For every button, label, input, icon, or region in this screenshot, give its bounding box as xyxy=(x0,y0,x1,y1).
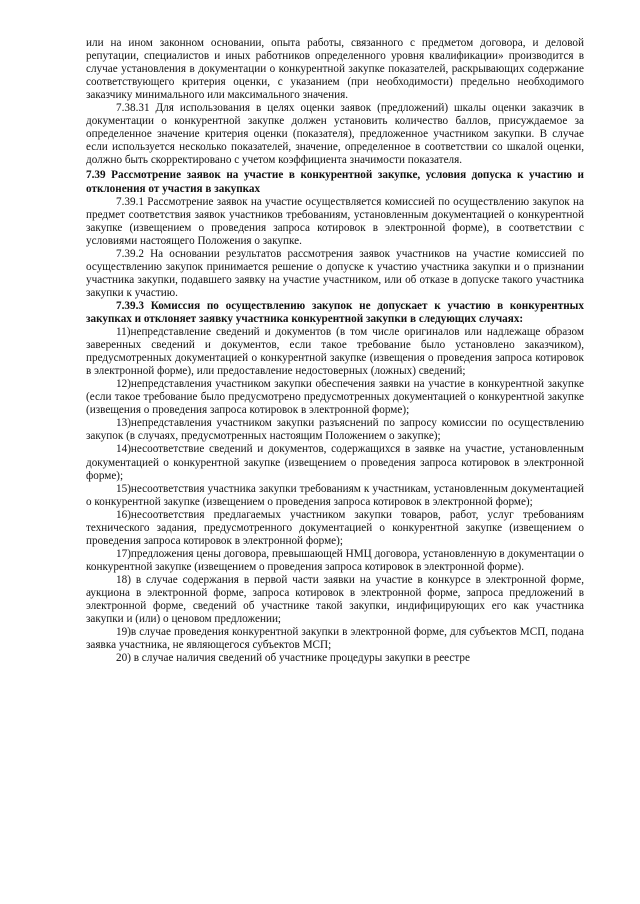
paragraph-7-39-3: 7.39.3 Комиссия по осуществлению закупок не допускает к участию в конкурентных закупках и отклоняет заявку участника конкурентной закупки в следующих случаях: xyxy=(86,299,584,325)
document-page xyxy=(86,37,584,665)
list-item-11: 11)непредставление сведений и документов (в том числе оригиналов или надлежаще образом заверенных сведений и документов, если такое требование было установлено заказчиком), предусмотренных документацией о конкурентной закупке (извещения о проведения запроса котировок в электронной форме), или предоставление недостоверных (ложных) сведений; xyxy=(86,326,584,378)
list-item-19: 19)в случае проведения конкурентной закупки в электронной форме, для субъектов МСП, подана заявка участника, не являющегося субъектов МСП; xyxy=(86,626,584,652)
list-item-14: 14)несоответствие сведений и документов, содержащихся в заявке на участие, установленным документацией о конкурентной закупке (извещением о проведения запроса котировок в электронной форме); xyxy=(86,443,584,482)
list-item-17: 17)предложения цены договора, превышающей НМЦ договора, установленную в документации о конкурентной закупке (извещением о проведения запроса котировок в электронной форме). xyxy=(86,547,584,573)
paragraph-continuation: или на ином законном основании, опыта работы, связанного с предметом договора, и деловой репутации, специалистов и иных работников определенного уровня квалификации» производится в случае установления в документации о конкурентной закупке показателей, раскрывающих содержание соответствующего критерия оценки, с указанием (при необходимости) предельно необходимого заказчику минимального или максимального значения. xyxy=(86,37,584,102)
list-item-16: 16)несоответствия предлагаемых участником закупки товаров, работ, услуг требованиям технического задания, предусмотренного документацией о конкурентной закупке (извещением о проведения запроса котировок в электронной форме); xyxy=(86,508,584,547)
list-item-13: 13)непредставления участником закупки разъяснений по запросу комиссии по осуществлению закупок (в случаях, предусмотренных настоящим Положением о закупке); xyxy=(86,417,584,443)
paragraph-7-39-1: 7.39.1 Рассмотрение заявок на участие осуществляется комиссией по осуществлению закупок на предмет соответствия заявок участников требованиям, установленным документацией о конкурентной закупке (извещением о проведения запроса котировок в электронной форме), в соответствии с условиями настоящего Положения о закупке. xyxy=(86,195,584,247)
list-item-15: 15)несоответствия участника закупки требованиям к участникам, установленным документацией о конкурентной закупке (извещением о проведения запроса котировок в электронной форме); xyxy=(86,482,584,508)
list-item-12: 12)непредставления участником закупки обеспечения заявки на участие в конкурентной закупке (если такое требование было предусмотрено предусмотренных документацией о конкурентной закупке (извещения о проведения запроса котировок в электронной форме); xyxy=(86,378,584,417)
list-item-18: 18) в случае содержания в первой части заявки на участие в конкурсе в электронной форме, аукциона в электронной форме, запроса котировок в электронной форме, запроса предложений в электронной форме, сведений об участнике такой закупки, индифицирующих его как участника закупки и (или) о ценовом предложении; xyxy=(86,573,584,626)
list-item-20: 20) в случае наличия сведений об участнике процедуры закупки в реестре xyxy=(116,652,470,665)
section-heading-7-39: 7.39 Рассмотрение заявок на участие в конкурентной закупке, условия допуска к участию и отклонения от участия в закупках xyxy=(86,169,584,195)
paragraph-7-38-31: 7.38.31 Для использования в целях оценки заявок (предложений) шкалы оценки заказчик в документации о конкурентной закупке должен установить количество баллов, присуждаемое за определенное значение критерия оценки (показателя), предложенное участником закупки. В случае если используется несколько показателей, значение, определенное в соответствии со шкалой оценки, должно быть скорректировано с учетом коэффициента значимости показателя. xyxy=(86,102,584,167)
paragraph-7-39-2: 7.39.2 На основании результатов рассмотрения заявок участников на участие комиссией по осуществлению закупок принимается решение о допуске к участию участника закупки и о признании участника закупки, подавшего заявку на участие участником, или об отказе в допуске такого участника закупки к участию. xyxy=(86,247,584,299)
